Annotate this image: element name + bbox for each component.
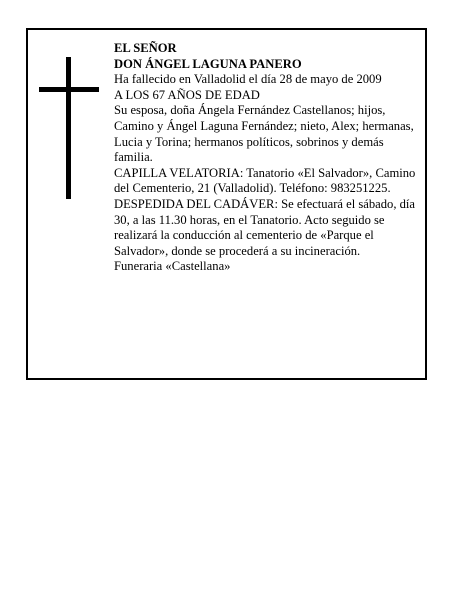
chapel-paragraph: CAPILLA VELATORIA: Tanatorio «El Salvador», Camino del Cementerio, 21 (Valladolid). Teléfono: 983251225. bbox=[114, 165, 416, 196]
cross-vertical-bar bbox=[66, 57, 71, 199]
family-paragraph: Su esposa, doña Ángela Fernández Castellanos; hijos, Camino y Ángel Laguna Fernández; nieto, Alex; hermanas, Lucia y Torina; hermanos políticos, sobrinos y demás familia. bbox=[114, 103, 414, 165]
obituary-notice bbox=[26, 28, 427, 380]
cross-icon bbox=[39, 57, 99, 199]
notice-title: EL SEÑOR bbox=[114, 41, 177, 55]
farewell-paragraph: DESPEDIDA DEL CADÁVER: Se efectuará el sábado, día 30, a las 11.30 horas, en el Tanatorio. Acto seguido se realizará la conducción al cementerio de «Parque el Salvador», donde se procederá a su incineración. bbox=[114, 196, 416, 258]
notice-text bbox=[114, 41, 424, 275]
deceased-name: DON ÁNGEL LAGUNA PANERO bbox=[114, 56, 302, 71]
cross-horizontal-bar bbox=[39, 87, 99, 92]
age-statement: A LOS 67 AÑOS DE EDAD bbox=[114, 87, 260, 102]
funeral-home: Funeraria «Castellana» bbox=[114, 259, 231, 274]
death-statement: Ha fallecido en Valladolid el día 28 de mayo de 2009 bbox=[114, 72, 382, 87]
